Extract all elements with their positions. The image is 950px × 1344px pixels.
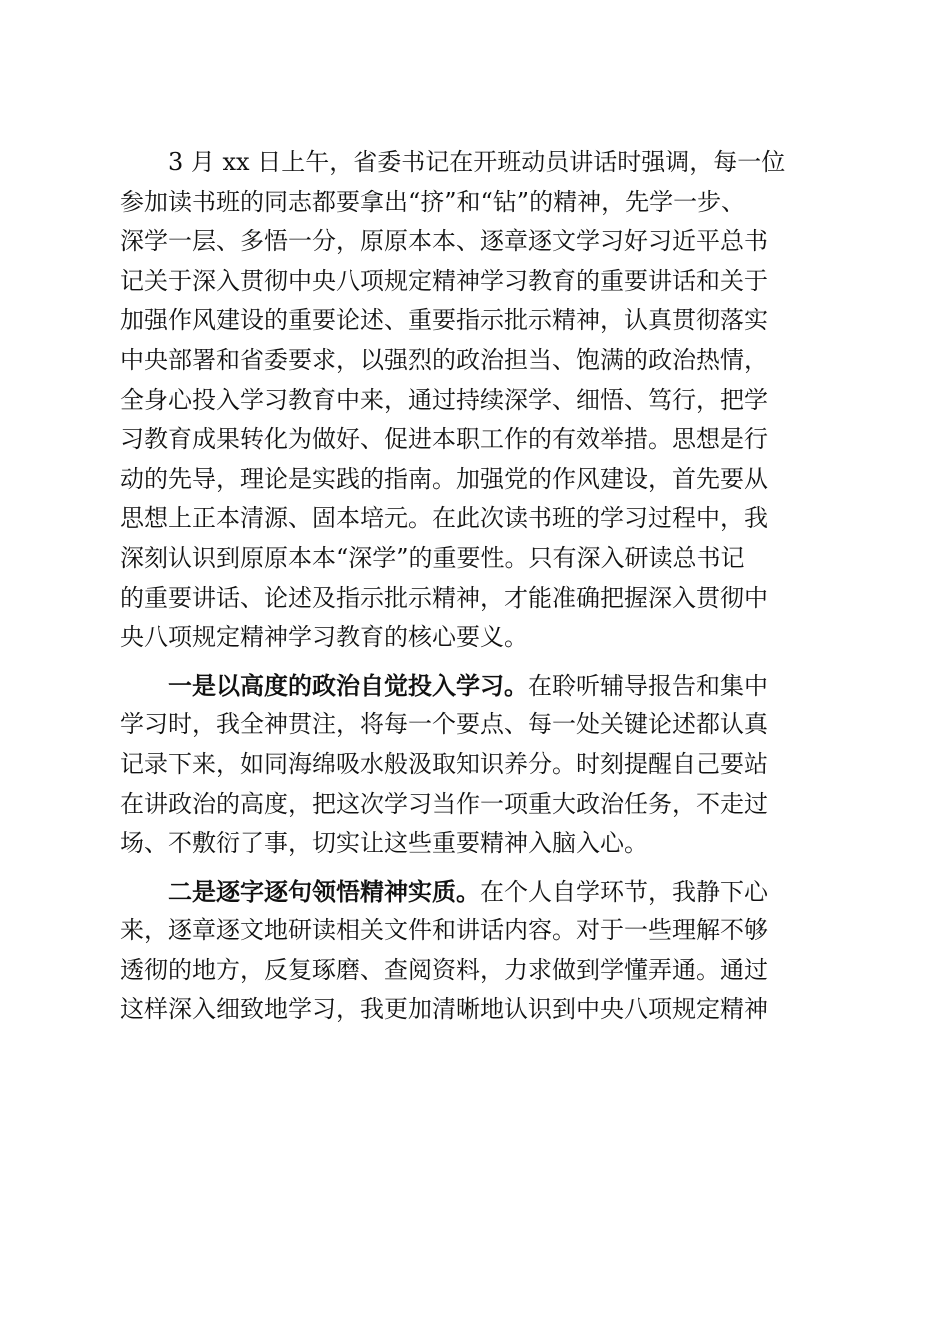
text-line: 这样深入细致地学习，我更加清晰地认识到中央八项规定精神	[120, 995, 768, 1024]
text-line: 参加读书班的同志都要拿出“挤”和“钻”的精神，先学一步、	[120, 187, 746, 216]
paragraph-intro	[120, 143, 840, 658]
text-line: 来，逐章逐文地研读相关文件和讲话内容。对于一些理解不够	[120, 916, 768, 945]
text-line: 深刻认识到原原本本“深学”的重要性。只有深入研读总书记	[120, 543, 745, 572]
text-line: 深学一层、多悟一分，原原本本、逐章逐文学习好习近平总书	[120, 227, 768, 256]
text-line: 场、不敷衍了事，切实让这些重要精神入脑入心。	[120, 829, 648, 858]
text-line: 3 月 xx 日上午，省委书记在开班动员讲话时强调，每一位	[168, 148, 786, 176]
text-line: 央八项规定精神学习教育的核心要义。	[120, 623, 528, 652]
text-line: 加强作风建设的重要论述、重要指示批示精神，认真贯彻落实	[120, 306, 768, 335]
text-line	[120, 666, 840, 706]
text-line: 动的先导，理论是实践的指南。加强党的作风建设，首先要从	[120, 464, 768, 493]
text-line: 全身心投入学习教育中来，通过持续深学、细悟、笃行，把学	[120, 385, 768, 414]
paragraph-heading: 一是以高度的政治自觉投入学习。	[168, 670, 528, 700]
text-line: 的重要讲话、论述及指示批示精神，才能准确把握深入贯彻中	[120, 583, 768, 612]
text-line: 思想上正本清源、固本培元。在此次读书班的学习过程中，我	[120, 504, 768, 533]
text-line: 学习时，我全神贯注，将每一个要点、每一处关键论述都认真	[120, 710, 768, 739]
text-line: 习教育成果转化为做好、促进本职工作的有效举措。思想是行	[120, 425, 768, 454]
paragraph-spirit-essence	[120, 872, 840, 1030]
paragraph-text: 在聆听辅导报告和集中	[528, 671, 768, 700]
paragraph-heading: 二是逐字逐句领悟精神实质。	[168, 876, 480, 906]
text-line: 中央部署和省委要求，以强烈的政治担当、饱满的政治热情，	[120, 345, 768, 374]
text-line	[120, 872, 840, 912]
text-line: 记录下来，如同海绵吸水般汲取知识养分。时刻提醒自己要站	[120, 749, 768, 778]
document-body	[120, 143, 840, 1030]
paragraph-political-awareness	[120, 666, 840, 864]
text-line: 在讲政治的高度，把这次学习当作一项重大政治任务，不走过	[120, 789, 768, 818]
text-line: 记关于深入贯彻中央八项规定精神学习教育的重要讲话和关于	[120, 266, 768, 295]
paragraph-text: 在个人自学环节，我静下心	[480, 877, 768, 906]
text-line: 透彻的地方，反复琢磨、查阅资料，力求做到学懂弄通。通过	[120, 955, 768, 984]
